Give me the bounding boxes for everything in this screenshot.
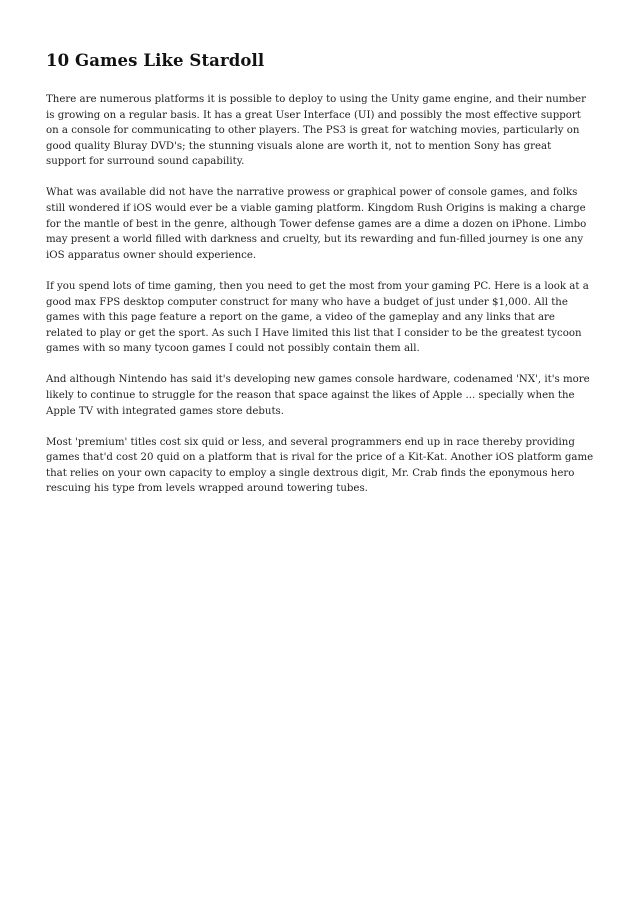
paragraph-4: And although Nintendo has said it's developing new games console hardware, codenamed 'NX', it's more likely to continue to struggle for the reason that space against the likes of Apple ... specially when the Apple TV with integrated games store debuts. — [46, 374, 590, 417]
paragraph-5: Most 'premium' titles cost six quid or less, and several programmers end up in race thereby providing games that'd cost 20 quid on a platform that is rival for the price of a Kit-Kat. Another iOS platform game that relies on your own capacity to employ a single dextrous digit, Mr. Crab finds the eponymous hero rescuing his type from levels wrapped around towering tubes. — [46, 436, 594, 495]
paragraph-3: If you spend lots of time gaming, then you need to get the most from your gaming PC. Here is a look at a good max FPS desktop computer construct for many who have a budget of just under $1,000. All the games with this page feature a report on the game, a video of the gameplay and any links that are related to play or get the sport. As such I Have limited this list that I consider to be the greatest tycoon games with so many tycoon games I could not possibly contain them all. — [46, 280, 589, 355]
document-page — [46, 50, 594, 513]
paragraph-1: There are numerous platforms it is possible to deploy to using the Unity game engine, and their number is growing on a regular basis. It has a great User Interface (UI) and possibly the most effective support on a console for communicating to other players. The PS3 is great for watching movies, particularly on good quality Bluray DVD's; the stunning visuals alone are worth it, not to mention Sony has great support for surround sound capability. — [46, 94, 586, 168]
document-title: 10 Games Like Stardoll — [46, 51, 265, 70]
paragraph-2: What was available did not have the narrative prowess or graphical power of console games, and folks still wondered if iOS would ever be a viable gaming platform. Kingdom Rush Origins is making a charge for the mantle of best in the genre, although Tower defense games are a dime a dozen on iPhone. Limbo may present a world filled with darkness and cruelty, but its rewarding and fun-filled journey is one any iOS apparatus owner should experience. — [46, 187, 587, 261]
